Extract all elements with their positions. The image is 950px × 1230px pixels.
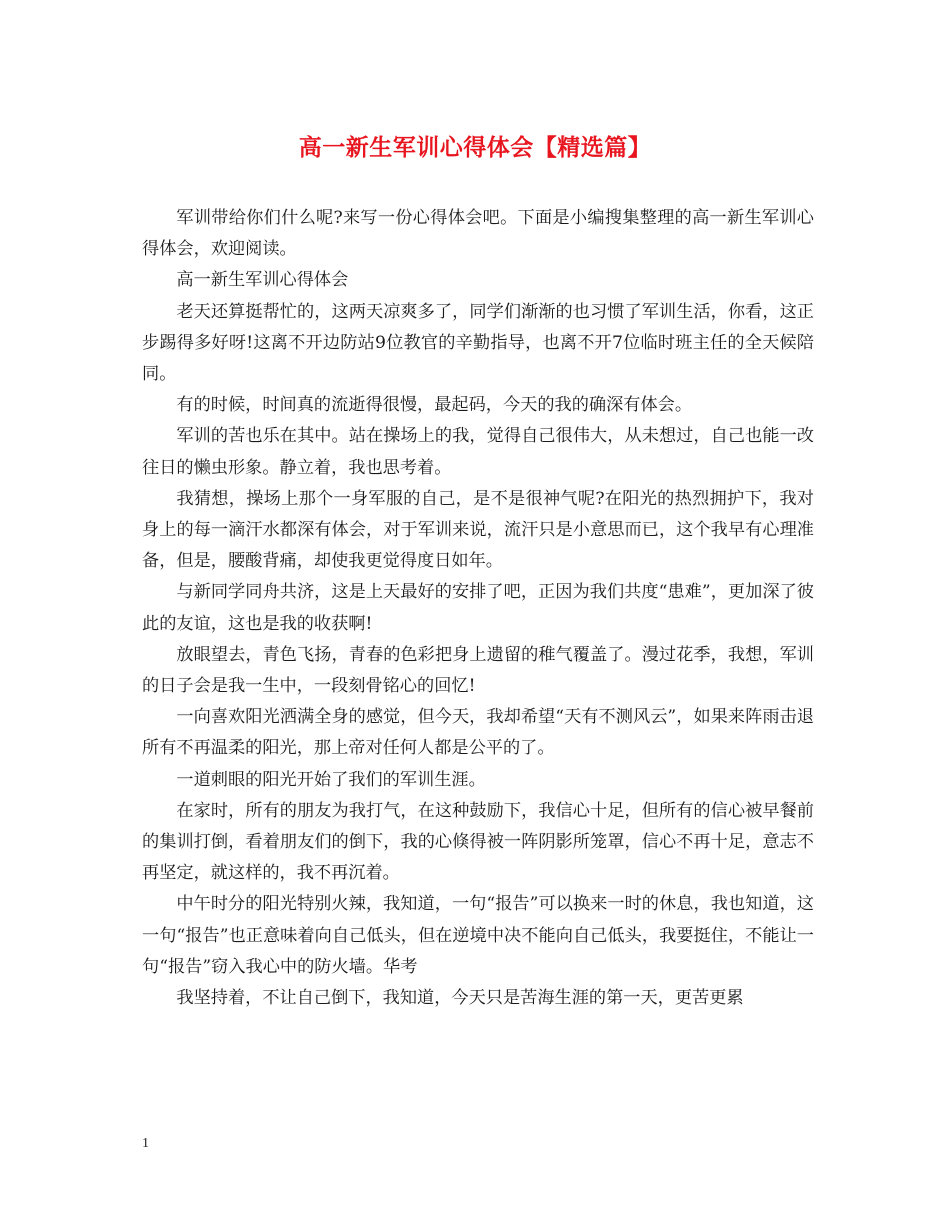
paragraph: 与新同学同舟共济，这是上天最好的安排了吧，正因为我们共度“患难”，更加深了彼此的友谊，这也是我的收获啊! — [142, 582, 814, 634]
paragraph-intro: 军训带给你们什么呢?来写一份心得体会吧。下面是小编搜集整理的高一新生军训心得体会，欢迎阅读。 — [142, 208, 814, 260]
paragraph: 我坚持着，不让自己倒下，我知道，今天只是苦海生涯的第一天，更苦更累 — [176, 988, 744, 1009]
page-number: 1 — [142, 1136, 149, 1151]
document-title: 高一新生军训心得体会【精选篇】 — [298, 135, 652, 161]
document-body — [142, 203, 814, 1014]
paragraph: 老天还算挺帮忙的，这两天凉爽多了，同学们渐渐的也习惯了军训生活，你看，这正步踢得多好呀!这离不开边防站9位教官的辛勤指导，也离不开7位临时班主任的全天候陪同。 — [142, 301, 814, 385]
paragraph: 我猜想，操场上那个一身军服的自己，是不是很神气呢?在阳光的热烈拥护下，我对身上的每一滴汗水都深有体会，对于军训来说，流汗只是小意思而已，这个我早有心理准备，但是，腰酸背痛，却使我更觉得度日如年。 — [142, 488, 814, 572]
paragraph: 中午时分的阳光特别火辣，我知道，一句“报告”可以换来一时的休息，我也知道，这一句“报告”也正意味着向自己低头，但在逆境中决不能向自己低头，我要挺住，不能让一句“报告”窃入我心中的防火墙。华考 — [142, 894, 814, 977]
paragraph: 一道刺眼的阳光开始了我们的军训生涯。 — [176, 769, 486, 790]
paragraph: 有的时候，时间真的流逝得很慢，最起码，今天的我的确深有体会。 — [176, 395, 693, 416]
paragraph: 军训的苦也乐在其中。站在操场上的我，觉得自己很伟大，从未想过，自己也能一改往日的懒虫形象。静立着，我也思考着。 — [142, 426, 814, 478]
paragraph: 一向喜欢阳光洒满全身的感觉，但今天，我却希望“天有不测风云”，如果来阵雨击退所有不再温柔的阳光，那上帝对任何人都是公平的了。 — [142, 707, 814, 759]
paragraph: 放眼望去，青色飞扬，青春的色彩把身上遗留的稚气覆盖了。漫过花季，我想，军训的日子会是我一生中，一段刻骨铭心的回忆! — [142, 644, 814, 697]
paragraph-subheading: 高一新生军训心得体会 — [176, 270, 349, 291]
paragraph: 在家时，所有的朋友为我打气，在这种鼓励下，我信心十足，但所有的信心被早餐前的集训打倒，看着朋友们的倒下，我的心倏得被一阵阴影所笼罩，信心不再十足，意志不再坚定，就这样的，我不再沉着。 — [142, 800, 814, 884]
